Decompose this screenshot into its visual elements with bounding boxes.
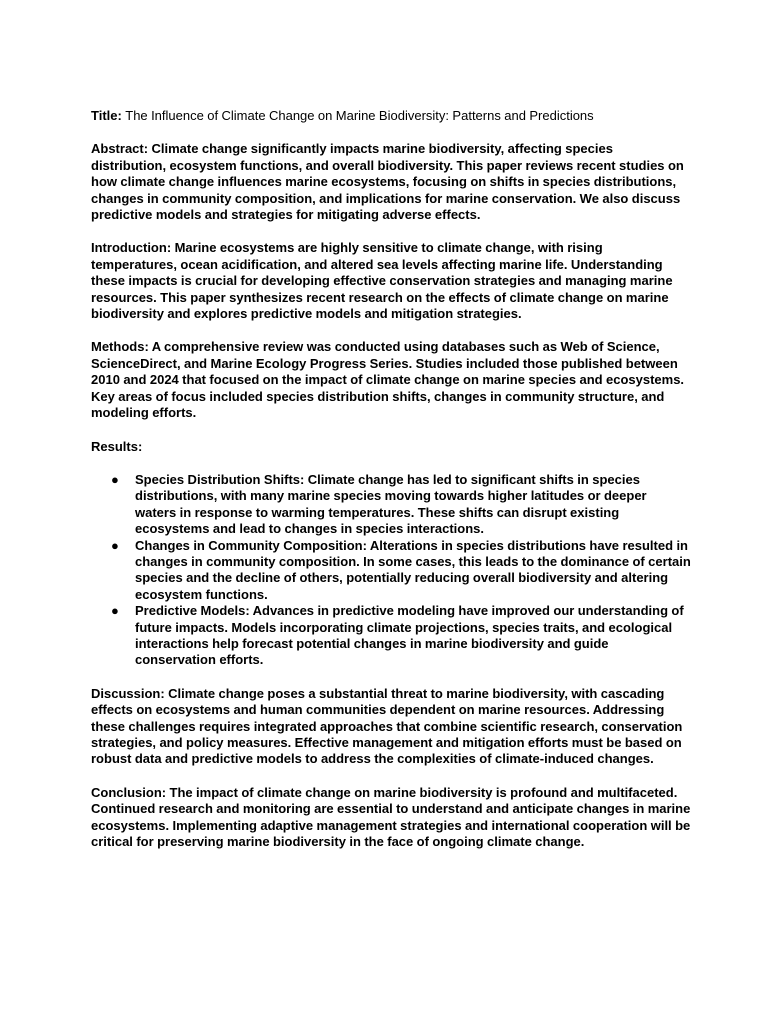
result-item-label: Changes in Community Composition:: [135, 537, 367, 553]
list-item: [111, 471, 691, 538]
conclusion-text: The impact of climate change on marine biodiversity is profound and multifaceted. Continued research and monitoring are essential to understand and anticipate changes in marine ecosystems. Implementing adaptive management strategies and international cooperation will be critical for preserving marine biodiversity in the face of ongoing climate change.: [91, 784, 691, 850]
conclusion-label: Conclusion:: [91, 784, 167, 800]
result-item-label: Species Distribution Shifts:: [135, 471, 305, 487]
title-label: Title:: [91, 108, 122, 123]
abstract-label: Abstract:: [91, 141, 149, 157]
methods-paragraph: [91, 339, 691, 421]
document-page: [91, 108, 691, 867]
discussion-label: Discussion:: [91, 685, 165, 701]
methods-text: A comprehensive review was conducted using databases such as Web of Science, ScienceDirect, and Marine Ecology Progress Series. Studies included those published between 2010 and 2024 that focused on the impact of climate change on marine species and ecosystems. Key areas of focus included species distribution shifts, changes in community structure, and modeling efforts.: [91, 339, 685, 421]
introduction-text: Marine ecosystems are highly sensitive to climate change, with rising temperatures, ocean acidification, and altered sea levels affecting marine life. Understanding these impacts is crucial for developing effective conservation strategies and managing marine resources. This paper synthesizes recent research on the effects of climate change on marine biodiversity and explores predictive models and mitigation strategies.: [91, 240, 673, 322]
document-title: The Influence of Climate Change on Marine Biodiversity: Patterns and Predictions: [125, 108, 594, 123]
discussion-paragraph: [91, 686, 691, 768]
abstract-text: Climate change significantly impacts marine biodiversity, affecting species distribution, ecosystem functions, and overall biodiversity. This paper reviews recent studies on how climate change influences marine ecosystems, focusing on shifts in species distributions, changes in community composition, and implications for marine conservation. We also discuss predictive models and strategies for mitigating adverse effects.: [91, 141, 684, 223]
title-paragraph: [91, 108, 691, 124]
discussion-text: Climate change poses a substantial threat to marine biodiversity, with cascading effects on ecosystems and human communities dependent on marine resources. Addressing these challenges requires integrated approaches that combine scientific research, conservation strategies, and policy measures. Effective management and mitigation efforts must be based on robust data and predictive models to address the complexities of climate-induced changes.: [91, 685, 683, 767]
result-item-label: Predictive Models:: [135, 603, 250, 619]
result-item-text: Advances in predictive modeling have improved our understanding of future impacts. Models incorporating climate projections, species traits, and ecological interactions help forecast potential changes in marine biodiversity and guide conservation efforts.: [135, 603, 684, 668]
introduction-paragraph: [91, 240, 691, 322]
results-heading: Results:: [91, 438, 143, 454]
introduction-label: Introduction:: [91, 240, 172, 256]
abstract-paragraph: [91, 141, 691, 223]
conclusion-paragraph: [91, 785, 691, 851]
methods-label: Methods:: [91, 339, 149, 355]
bullet-icon: ●: [111, 537, 119, 553]
list-item: [111, 603, 691, 669]
bullet-icon: ●: [111, 603, 119, 619]
result-item-text: Climate change has led to significant shifts in species distributions, with many marine species moving towards higher latitudes or deeper waters in response to warming temperatures. These shifts can disrupt existing ecosystems and lead to changes in species interactions.: [135, 471, 647, 537]
list-item: [111, 537, 691, 604]
bullet-icon: ●: [111, 471, 119, 487]
result-item-text: Alterations in species distributions have resulted in changes in community composition. In some cases, this leads to the dominance of certain species and the decline of others, potentially reducing overall biodiversity and altering ecosystem functions.: [135, 537, 691, 602]
results-list: [91, 472, 691, 669]
